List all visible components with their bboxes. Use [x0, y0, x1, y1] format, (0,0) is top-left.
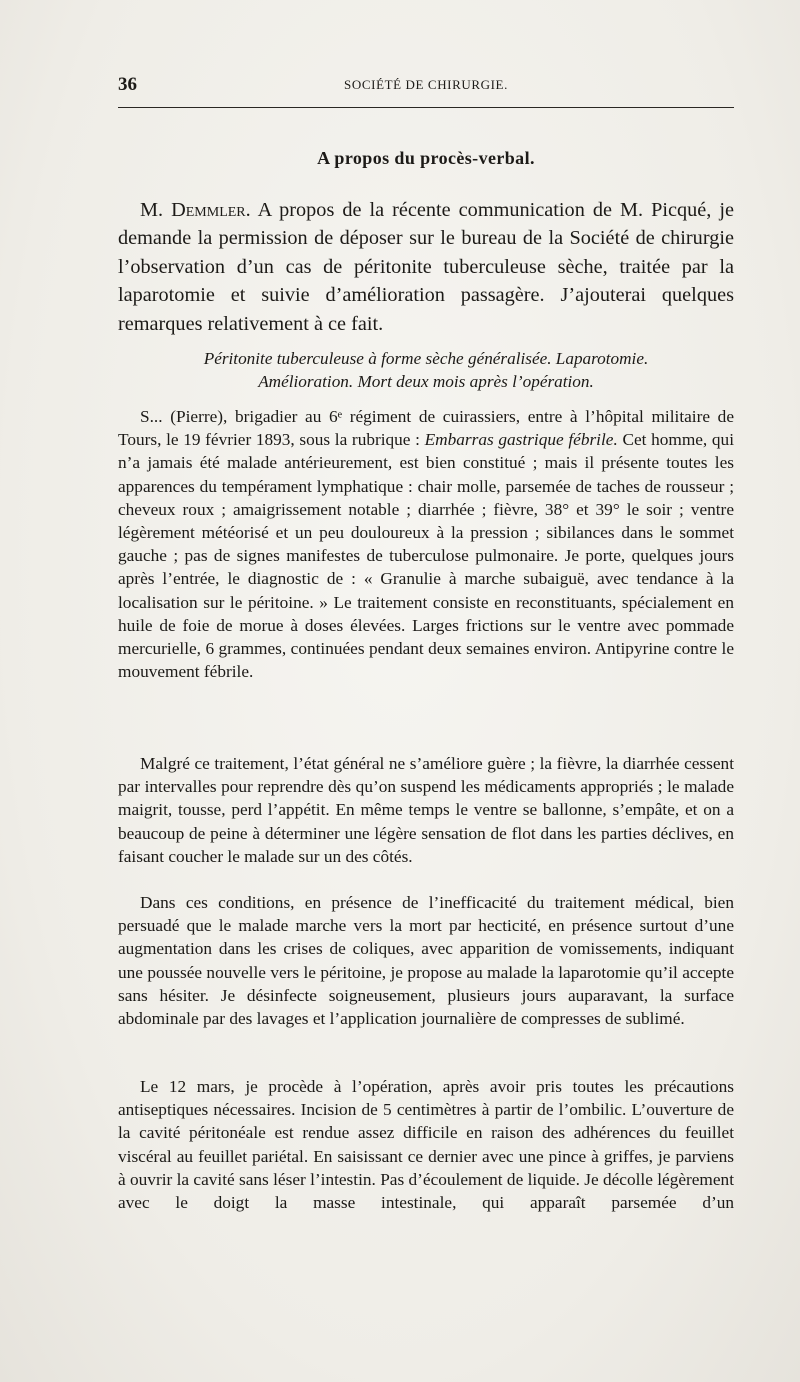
intro-text: A propos de la récente communication de M. Picqué, je demande la permission de déposer sur le bureau de la Société de chirurgie l’observation d’un cas de péritonite tuberculeuse sèche, traitée par la laparotomie et suivie d’amélioration passagère. J’ajouterai quelques remarques relativement à ce fait. — [118, 199, 735, 335]
paragraph-operation: Le 12 mars, je procède à l’opération, après avoir pris toutes les précautions antiseptiques nécessaires. Incision de 5 centimètres à partir de l’ombilic. L’ouverture de la cavité péritonéale est rendue assez difficile en raison des adhérences du feuillet viscéral au feuillet pariétal. En saisissant ce dernier avec une pince à griffes, je parviens à ouvrir la cavité sans léser l’intestin. Pas d’écoulement de liquide. Je décolle légèrement avec le doigt la masse intestinale, qui apparaît parsemée d’un — [118, 1077, 734, 1213]
paragraph-case-history-text-b: Cet homme, qui n’a jamais été malade antérieurement, est bien constitué ; mais il présente toutes les apparences du tempérament lymphatique : chair molle, parsemée de taches de rousseur ; cheveux roux ; amaigrissement notable ; diarrhée ; fièvre, 38° et 39° le soir ; ventre légèrement météorisé et un peu douloureux à la pression ; sibilances dans le sommet gauche ; pas de signes manifestes de tuberculose pulmonaire. Je porte, quelques jours après l’entrée, le diagnostic de : « Granulie à marche subaiguë, avec tendance à la localisation sur le péritoine. » Le traitement consiste en reconstituants, spécialement en huile de foie de morue à doses élevées. Larges frictions sur le ventre avec pommade mercurielle, 6 grammes, continuées pendant deux semaines environ. Antipyrine contre le mouvement fébrile. — [118, 430, 734, 682]
paragraph-decision: Dans ces conditions, en présence de l’inefficacité du traitement médical, bien persuadé que le malade marche vers la mort par hecticité, en présence surtout d’une augmentation dans les crises de coliques, avec apparition de vomissements, indiquant une poussée nouvelle vers le péritoine, je propose au malade la laparotomie qu’il accepte sans hésiter. Je désinfecte soigneusement, plusieurs jours auparavant, la surface abdominale par des lavages et l’application journalière de compresses de sublimé. — [118, 893, 734, 1029]
page-header — [118, 74, 734, 100]
case-title-line-2: Amélioration. Mort deux mois après l’opération. — [258, 372, 594, 391]
case-title-line-1: Péritonite tuberculeuse à forme sèche généralisée. Laparotomie. — [203, 349, 649, 368]
paragraph-case-history-text-a: S... (Pierre), brigadier au 6ᵉ régiment de cuirassiers, entre à l’hôpital militaire de Tours, le 19 février 1893, sous la rubrique : — [118, 407, 734, 450]
header-rule — [118, 107, 734, 108]
diagnosis-rubric: Embarras gastrique fébrile. — [424, 430, 618, 450]
paragraph-case-history — [118, 405, 734, 683]
running-head: SOCIÉTÉ DE CHIRURGIE. — [344, 77, 508, 92]
intro-paragraph — [118, 196, 734, 338]
author-name: M. Demmler. — [140, 199, 251, 221]
section-title: A propos du procès-verbal. — [317, 148, 535, 168]
paragraph-treatment: Malgré ce traitement, l’état général ne s’améliore guère ; la fièvre, la diarrhée cessent par intervalles pour reprendre dès qu’on suspend les médicaments appropriés ; le malade maigrit, tousse, perd l’appétit. En même temps le ventre se ballonne, s’empâte, et on a beaucoup de peine à déterminer une légère sensation de flot dans les parties déclives, en faisant coucher le malade sur un des côtés. — [118, 754, 734, 866]
case-title — [118, 347, 734, 393]
page-number: 36 — [118, 74, 137, 95]
